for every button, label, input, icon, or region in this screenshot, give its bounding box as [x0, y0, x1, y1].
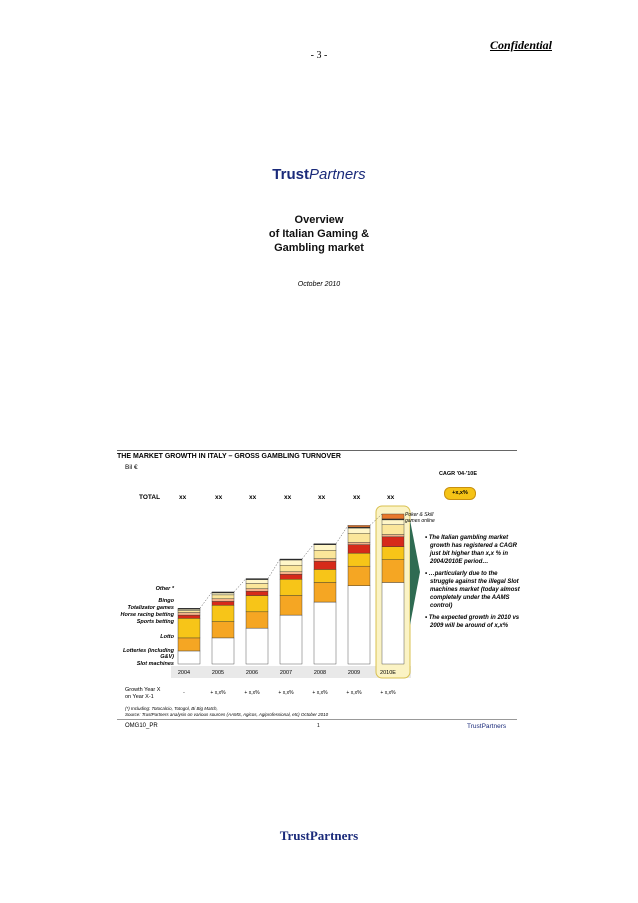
total-label: TOTAL	[139, 494, 161, 501]
connector-line	[200, 592, 212, 608]
unit-label: Bil €	[125, 464, 138, 471]
growth-value: + x,x%	[346, 690, 362, 696]
page-number: - 3 -	[310, 50, 328, 61]
bullet-item: • The expected growth in 2010 vs 2009 will be around of x,x%	[425, 615, 520, 629]
growth-value: -	[183, 690, 185, 696]
year-label: 2008	[313, 670, 327, 676]
total-value: xx	[179, 494, 187, 501]
brand-logo-strong: Trust	[272, 166, 309, 183]
bar-segment	[246, 583, 268, 588]
bar-segment	[348, 553, 370, 566]
bar-segment	[382, 520, 404, 525]
confidential-label: Confidential	[489, 38, 552, 52]
bottom-brand: TrustPartners	[279, 828, 359, 843]
bar-segment	[314, 544, 336, 545]
slide-title: THE MARKET GROWTH IN ITALY – GROSS GAMBLING TURNOVER	[117, 453, 341, 460]
source-note: Source: TrustPartners analysis on various sources (AAMS, Agicos, Agiprofessional, etc) October 2010	[125, 712, 329, 717]
bar-segment	[280, 572, 302, 575]
arrow-shape	[410, 520, 420, 625]
total-value: xx	[387, 494, 395, 501]
bar-segment	[212, 592, 234, 593]
segment-label-other: Other *	[155, 586, 174, 592]
bar-segment	[246, 591, 268, 595]
bar-segment	[314, 569, 336, 582]
growth-label: Growth Year X on Year X-1	[125, 687, 161, 700]
segment-label-bingo: Bingo	[158, 598, 174, 604]
segment-label-totalizator: Totalizator games	[127, 605, 174, 611]
year-label: 2010E	[380, 670, 396, 676]
commentary-bullets	[425, 534, 521, 634]
slide-thumbnail	[117, 450, 520, 740]
bar-segment	[314, 602, 336, 664]
growth-value: + x,x%	[244, 690, 260, 696]
bar-segment	[246, 589, 268, 592]
segment-label-slot: Slot machines	[136, 661, 174, 667]
connector-line	[268, 559, 280, 579]
connector-line	[302, 544, 314, 559]
bar-segment	[246, 579, 268, 580]
brand-logo	[0, 166, 638, 183]
footer-page: 1	[317, 723, 320, 729]
connector-line	[234, 579, 246, 592]
bar-segment	[314, 559, 336, 562]
cagr-label: CAGR '04-'10E	[438, 471, 478, 477]
bar-segment	[212, 593, 234, 595]
footer-code: OMG10_PR	[125, 723, 158, 729]
bar-segment	[348, 586, 370, 664]
year-label: 2006	[245, 670, 259, 676]
total-value: xx	[215, 494, 223, 501]
bar-segment	[178, 651, 200, 664]
bar-segment	[314, 550, 336, 558]
bar-segment	[382, 537, 404, 547]
cagr-badge: +x,x%	[444, 487, 476, 500]
bar-segment	[178, 638, 200, 651]
bar-segment	[348, 525, 370, 527]
bar-segment	[178, 618, 200, 638]
total-value: xx	[353, 494, 361, 501]
brand-logo-light: Partners	[308, 166, 366, 183]
bar-segment	[280, 596, 302, 616]
bar-segment	[280, 574, 302, 579]
bar-segment	[314, 561, 336, 569]
total-value: xx	[318, 494, 326, 501]
bar-segment	[212, 638, 234, 664]
bar-segment	[382, 547, 404, 560]
bar-segment	[212, 595, 234, 599]
bullet-item: • …particularly due to the struggle against the illegal Slot machines market (today almost completely under the AAMS control)	[425, 571, 520, 609]
segment-label-horse-racing: Horse racing betting	[120, 612, 174, 618]
bar-segment	[212, 599, 234, 602]
poker-note: Poker & Skill games online	[405, 512, 435, 524]
bar-segment	[212, 605, 234, 621]
bar-segment	[178, 612, 200, 615]
growth-value: + x,x%	[312, 690, 328, 696]
bar-segment	[178, 611, 200, 613]
bar-segment	[178, 608, 200, 609]
page-title	[229, 213, 409, 255]
footer-divider	[117, 719, 517, 720]
growth-value: + x,x%	[210, 690, 226, 696]
bar-segment	[280, 579, 302, 595]
bar-segment	[314, 545, 336, 551]
title-line: Overview	[294, 214, 344, 226]
bar-segment	[280, 560, 302, 565]
connector-line	[336, 525, 348, 543]
title-line: of Italian Gaming &	[268, 228, 370, 240]
segment-label-lotto: Lotto	[160, 634, 174, 640]
bar-segment	[382, 525, 404, 535]
bar-segment	[348, 528, 370, 533]
bar-segment	[348, 566, 370, 586]
year-label: 2007	[279, 670, 293, 676]
bar-segment	[280, 559, 302, 560]
footer-brand: TrustPartners	[467, 723, 507, 730]
bar-segment	[212, 622, 234, 638]
bar-segment	[246, 580, 268, 584]
total-value: xx	[249, 494, 257, 501]
bar-segment	[348, 542, 370, 544]
bar-segment	[178, 615, 200, 618]
footnote: (*) Including: Totocalcio, Totogol, Bi Big Match,	[125, 706, 218, 711]
bar-segment	[382, 582, 404, 664]
segment-label-sports: Sports betting	[136, 619, 174, 625]
bar-segment	[382, 535, 404, 537]
growth-value: + x,x%	[380, 690, 396, 696]
year-label: 2009	[347, 670, 361, 676]
bar-segment	[246, 612, 268, 628]
growth-value: + x,x%	[278, 690, 294, 696]
bar-segment	[348, 545, 370, 553]
bar-segment	[212, 601, 234, 605]
bar-segment	[382, 560, 404, 583]
bar-segment	[280, 565, 302, 572]
segment-label-lotteries: Lotteries (including G&V)	[122, 648, 174, 660]
year-label: 2004	[177, 670, 191, 676]
bar-segment	[382, 514, 404, 519]
bar-segment	[280, 615, 302, 664]
year-label: 2005	[211, 670, 225, 676]
bar-segment	[246, 596, 268, 612]
bar-segment	[314, 582, 336, 602]
total-value: xx	[284, 494, 292, 501]
bullet-item: • The Italian gambling market growth has registered a CAGR just bit higher than x,x % in 2004/2010E period…	[425, 535, 518, 565]
title-line: Gambling market	[274, 242, 364, 254]
document-date: October 2010	[297, 281, 341, 288]
bar-segment	[348, 533, 370, 542]
bar-segment	[246, 628, 268, 664]
